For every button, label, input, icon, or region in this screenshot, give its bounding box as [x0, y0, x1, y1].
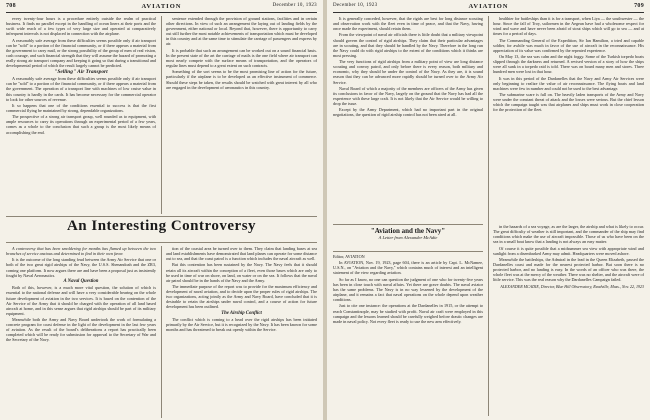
- right-bottom-column-2: [493, 224, 644, 418]
- running-title: AVIATION: [468, 3, 509, 10]
- paragraph: Meanwhile the battleships, the Admiral in the lead in the Queen Elizabeth, passed the Dardanelles coast and made for the nearest protected harbor. But soon there is no protected harbor, and no landing is easy. In the words of an officer who was there, the whole fleet was at the mercy of the weather. There was no shelter, and the aircraft were of little service. This was the real reason why the Dardanelles Campaign failed.: [493, 256, 644, 283]
- section-rule: [6, 242, 317, 243]
- paragraph: sentence extended through the provision of ground stations, facilities and in certain other directions. In view of such an arrangement the laying out of landing fields by the government, either national or local. Beyond that, however, there is opportunity to carry out still further the most notable achievements of transportation which must be developed in this country and at the same time to stimulate the carriage of passengers and express by air.: [166, 16, 317, 47]
- right-page: [327, 0, 650, 420]
- paragraph: From the viewpoint of naval air officials there is little doubt that a military viewpoint should govern the control of rigid airships. They claim that their particular advantages are in scouting, and that they should be handled by the Navy. Therefore in the long run the Navy could do with rigid airships to the extent of the conditions which it thinks are most pressing.: [333, 32, 483, 58]
- issue-date: December 10, 1923: [333, 3, 378, 8]
- paragraph: The Commanding General of the Expedition, Sir Ian Hamilton, a tried and capable soldier, for awhile was much in favor of the use of aircraft in the reconnaissance. His appreciation of its value was confirmed by the repeated experience.: [493, 37, 644, 53]
- left-top-column-2: [166, 16, 317, 214]
- letter-title: "Aviation and the Navy": [370, 227, 446, 235]
- paragraph: A controversy that has been smoldering for months has flamed up between the two branches of service anxious and determined to find in their own favor.: [6, 246, 156, 257]
- paragraph: Editor, AVIATION: [333, 254, 365, 259]
- paragraph: Something of the sort seems to be the most promising line of action for the future, particularly if the airplane is to be developed as an effective instrument of commerce. Should these steps be taken, the results should be watched with great interest by all who are engaged in the development of aeronautics in this country.: [166, 69, 317, 90]
- paragraph: Of course it is quite possible that a midsummer sea view with appropriate wind and sunlight from a disembarked Army may admit. Headquarters were moved ashore.: [493, 245, 644, 256]
- letter-signature: ALEXANDER MCADIE, Director, Blue Hill Observatory, Readville, Mass., Nov. 22, 1923: [500, 283, 644, 289]
- paragraph: healthier for battleships than it is for a transport, when Liya — the southwester — the hour. Since the fall of Troy, sailormen in the Aegean have had a wholesome respect for wind and wave and have never been afraid of stout ships which will go to sea — and at times for a period of days.: [493, 16, 644, 37]
- running-title: AVIATION: [141, 3, 182, 10]
- left-running-head: [6, 3, 317, 11]
- paragraph: tion of the coastal area be turned over to them. They claim that landing bases at sea and land establishments have demonstrated that land planes can operate for some distance out to sea, and that the coast patrol is a function which includes the naval aircraft as well.: [166, 246, 317, 262]
- section-rule: [6, 216, 317, 217]
- issue-date: December 10, 1923: [272, 3, 317, 8]
- right-running-head: [333, 3, 644, 11]
- section-heading: "Selling" Air Transport: [54, 68, 108, 75]
- paragraph: every twenty-four hours is a procedure entirely outside the realm of practical business. It finds no parallel except in the handling of ocean liners at their ports and the swift wide reach of a few types of very large size and operated at comparatively infrequent intervals is not displaced in connection with the airplane.: [6, 16, 156, 37]
- column-divider: [488, 16, 489, 416]
- paragraph: It is generally conceded, however, that the rigids are best for long distance scouting and observation work with the fleet even in time of peace, and that the Navy, having once made the experiment, should retain them.: [333, 16, 483, 32]
- paragraph: A reasonably safe average from these difficulties seems possible only if air transport can be "sold" to a portion of the financial community, or if there appears a material from the government. The operation of a transport line with machines of low cruise value in this country is hardly in the cards. It has become necessary for the commercial operator to look for other sources of revenue.: [6, 76, 156, 102]
- letter-subtitle: A Letter from Alexander McAdie: [378, 235, 438, 240]
- paragraph: Meanwhile both the Army and Navy Board undertook the work of formulating a concrete program for coast defense in the light of the development in the last few years of aviation. As the result of the board's deliberations a report has practically been completed which will be ready for submission for approval to the Secretary of War and the Secretary of the Navy.: [6, 317, 156, 343]
- section-heading: The Airship Conflict: [221, 311, 262, 316]
- paragraph: So far as I know, no one can question the judgment of one who for twenty-five years has been in close touch with naval affairs. Yet there are grave doubts. The naval aviator has the same problems. The Navy is in no way lessened by the development of the airplane, and it remains a fact that naval operations on the whole depend upon weather conditions.: [333, 276, 483, 303]
- page-number: 709: [634, 3, 644, 9]
- paragraph: It so happens that one of the conditions essential to success is that the first commercial flying be maintained by strong, dependable organizations.: [6, 102, 156, 113]
- paragraph: Except by the Army Department, which had no important part in the original negotiations, the question of rigid airship control has not been aired at all.: [333, 107, 483, 118]
- paragraph: It was in this period of the Dardanelles that the Navy and Army Air Services were only beginning to realize the value of air reconnaissance. The flying boats and land machines were few in number and could not be used to the best advantage.: [493, 75, 644, 91]
- paragraph: The submarine scare is full on. The heavily laden transports of the Army and Navy were under the constant threat of attack and the losses were serious. But the chief lesson which the campaign taught was that airplanes and ships must work in close cooperation for the protection of the fleet.: [493, 92, 644, 113]
- section-heading: A Naval Question: [63, 279, 99, 285]
- article-headline: An Interesting Controversy: [66, 218, 257, 234]
- column-divider: [161, 246, 162, 418]
- header-rule: [333, 12, 644, 13]
- paragraph: The very functions of rigid airships from a military point of view are long distance scouting and convoy patrol, and only before there is every reason, both military and economic, why they should be under the control of the Navy. As they are, it is sound reason that they can be advanced more rapidly should be turned over to the Army Air Service.: [333, 59, 483, 85]
- paragraph: On May 13, the sea was calm and the night foggy. Some of the Turkish torpedo boats slipped through the darkness and returned. A revised version of a story of how the ships were all sunk in a torpedo raid is told. There was on board many men and stores. Three hundred men were lost in that hour.: [493, 54, 644, 75]
- column-divider: [161, 16, 162, 214]
- section-rule: [333, 251, 483, 252]
- paragraph: In AVIATION, Nov. 19, 1923, page 604, there is an article by Capt. L. McNamee, U.S.N., on "Aviation and the Navy," which contains much of interest and an intelligent statement of the view regarding aviation.: [333, 260, 483, 276]
- paragraph: It is the outcome of the long standing feud between the Army Air Service that one or both of the two great rigid airships of the Navy, the U.S.S. Shenandoah and the ZR3, coming one platform. It now argues there are and have been a proposal just as insistently fought by Naval Aeronautics.: [6, 257, 156, 278]
- paragraph: Naval Board of which a majority of the members are officers of the Army has given its conclusions in favor of the Navy, largely on the ground that the Navy has had all the experience with these large craft. It is not likely that the Air Service would be willing to drop the issue.: [333, 85, 483, 107]
- right-top-column-1: [333, 16, 483, 222]
- paragraph: But this contention has been sustained by the Navy. The Navy feels that it should retain all its aircraft within the conception of a fleet, even those bases which are only to be used in time of war on shore, on land, on water or on the sea. It follows that the naval air patrol should be in the hands of the Navy and the Army.: [166, 262, 317, 283]
- paragraph: The immediate purpose of the report was to provide for the maximum efficiency and development of naval aviation, and to decide upon the proper rules of rigid airships. The two organizations, acting jointly as the Army and Navy Board, have concluded that it is desirable to retain the airships under naval control, and a course of action for future development has been outlined.: [166, 284, 317, 310]
- section-rule: [333, 224, 483, 225]
- paragraph: Both of this, however, is a much more vital question, the solution of which is essential to the national defense and will have a very considerable bearing on the whole future development of aviation in the two services. It is based on the contention of the Air Service of the Army that it should be charged with the operation of all land based aircraft at home, and in this sense argues that rigid airships should be part of its military equipment.: [6, 285, 156, 316]
- left-top-column-1: [6, 16, 156, 214]
- letter-heading-box: [333, 227, 483, 249]
- left-bottom-column-1: [6, 246, 156, 418]
- paragraph: It is probable that such an arrangement can be worked out on a sound financial basis. In the present state of the art the carriage of mails is the one field where air transport can most nearly compete with the surface means of transportation, and the operators of regular lines must depend to a great extent on such contracts.: [166, 47, 317, 69]
- left-page: [0, 0, 323, 420]
- paragraph: The conflict which is coming to a head over the rigid airships has been initiated primarily by the Air Service, but it is recognized by the Navy. It has been known for some months and has threatened to break out openly within the Service.: [166, 317, 317, 333]
- header-rule: [6, 12, 317, 13]
- paragraph: A reasonably safe average from these difficulties seems possible only if air transport can be "sold" to a portion of the financial community, or if there appears a material from the government to carry mail, or the strong possibility of the group of men of real vision, cash courage, and such financial strength that they will assume the hazard of promoting a really strong air transport company and keeping it going so that during a transitional and developmental period of which the result largely cannot be predicted.: [6, 37, 156, 69]
- right-bottom-column-1: [333, 254, 483, 418]
- paragraph: The prospective of a strong air transport group, well rounded as to equipment, with ample resources to carry its operations through an experimental period of a few years, comes as a whole to the conclusion that such a group is the most likely means of accomplishing the end.: [6, 114, 156, 135]
- paragraph: in the hazards of a sea voyage, as are the larger, the airship and what is likely to occur. The great difficulty of weather is still important, and the commander of the ship may find conditions which make the use of aircraft impossible. Those of us who have been on the sea in a small boat know that a landing is not always an easy matter.: [493, 224, 644, 245]
- left-bottom-column-2: [166, 246, 317, 418]
- paragraph: Just to cite one instance: the operations at the Dardanelles in 1915, or the attempt to reach Constantinople, may be studied with profit. Naval air craft were employed in this campaign and the lessons learned should be carefully weighed before drastic changes are made in naval policy. Not every fleet is ready to use the new arm effectively.: [333, 303, 483, 324]
- page-number: 708: [6, 3, 16, 9]
- right-top-column-2: [493, 16, 644, 222]
